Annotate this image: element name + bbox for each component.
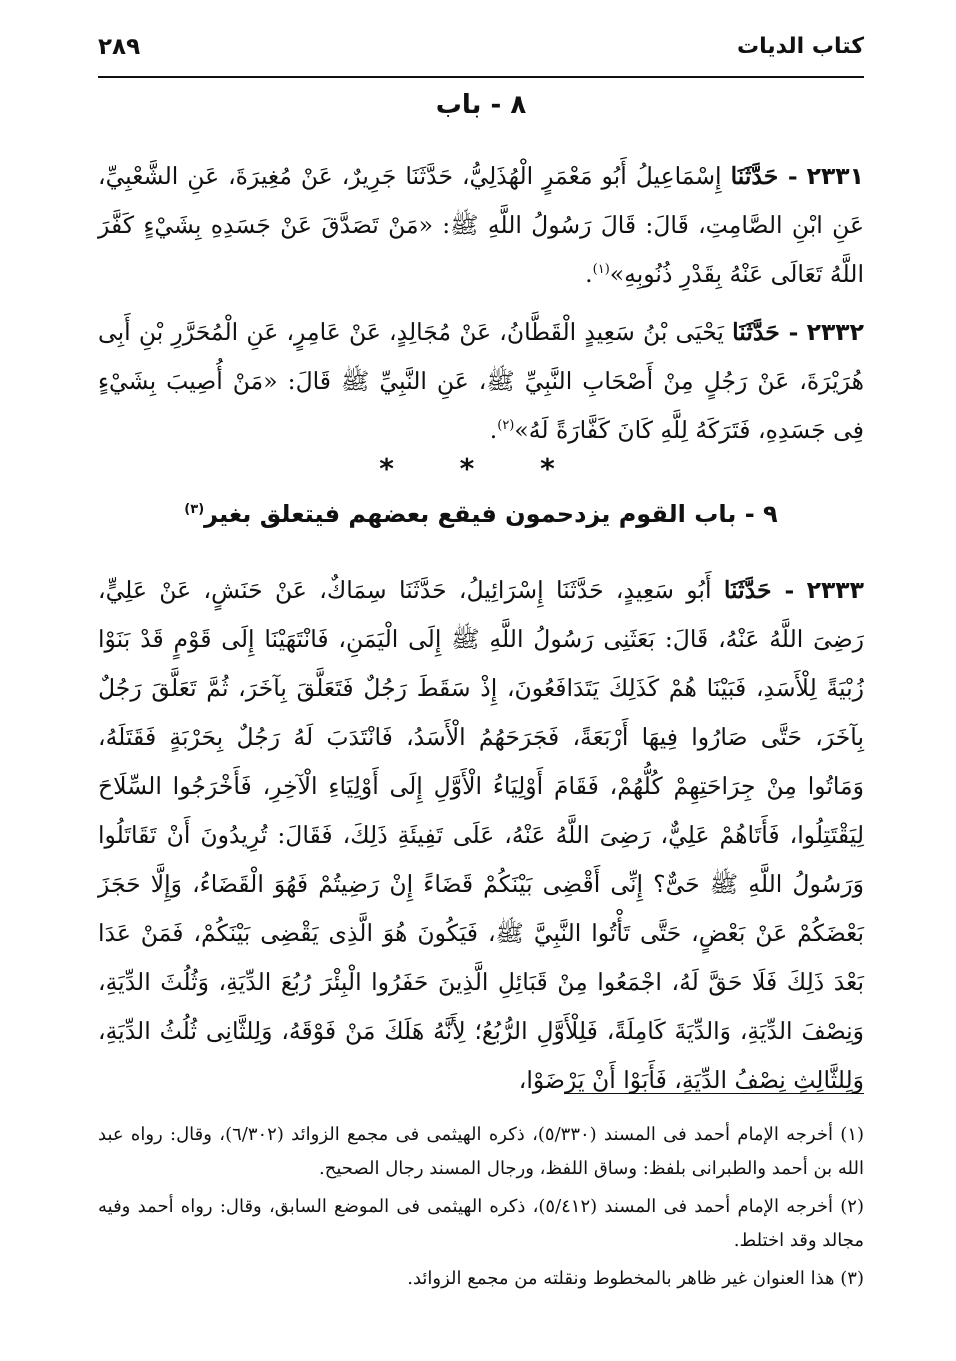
footnote-rule — [564, 1093, 864, 1094]
hadith-text: إِسْمَاعِيلُ أَبُو مَعْمَرٍ الْهُذَلِيُّ، حَدَّثَنَا جَرِيرٌ، عَنْ مُغِيرَةَ، عَنِ الشَّعْبِيِّ، عَنِ ابْنِ الصَّامِتِ، قَالَ: قَالَ رَسُولُ اللَّهِ ﷺ: «مَنْ تَصَدَّقَ عَنْ جَسَدِهِ بِشَيْءٍ كَفَّرَ اللَّهُ تَعَالَى عَنْهُ بِقَدْرِ ذُنُوبِهِ» — [98, 162, 864, 288]
footnotes — [98, 1118, 864, 1300]
running-title: كتاب الديات — [737, 34, 864, 59]
chapter-heading-8: ٨ - باب — [435, 90, 527, 120]
hadith-number: ٢٣٣٢ — [806, 318, 864, 346]
hadith-2333: ٢٣٣٣ - حَدَّثَنَا أَبُو سَعِيدٍ، حَدَّثَنَا إِسْرَائِيلُ، حَدَّثَنَا سِمَاكٌ، عَنْ حَنَشٍ، عَنْ عَلِيٍّ، رَضِىَ اللَّهُ عَنْهُ، قَالَ: بَعَثَنِى رَسُولُ اللَّهِ ﷺ إِلَى الْيَمَنِ، فَانْتَهَيْنَا إِلَى قَوْمٍ قَدْ بَنَوْا زُبْيَةً لِلْأَسَدِ، فَبَيْنَا هُمْ كَذَلِكَ يَتَدَافَعُونَ، إِذْ سَقَطَ رَجُلٌ فَتَعَلَّقَ بِآخَرَ، ثُمَّ تَعَلَّقَ رَجُلٌ بِآخَرَ، حَتَّى صَارُوا فِيهَا أَرْبَعَةً، فَجَرَحَهُمُ الْأَسَدُ، فَانْتَدَبَ لَهُ رَجُلٌ بِحَرْبَةٍ فَقَتَلَهُ، وَمَاتُوا مِنْ جِرَاحَتِهِمْ كُلُّهُمْ، فَقَامَ أَوْلِيَاءُ الْأَوَّلِ إِلَى أَوْلِيَاءِ الْآخِرِ، فَأَخْرَجُوا السِّلَاحَ لِيَقْتَتِلُوا، فَأَتَاهُمْ عَلِيٌّ، رَضِىَ اللَّهُ عَنْهُ، عَلَى تَفِيئَةِ ذَلِكَ، فَقَالَ: تُرِيدُونَ أَنْ تَقَاتَلُوا وَرَسُولُ اللَّهِ ﷺ حَىٌّ؟ إِنِّى أَقْضِى بَيْنَكُمْ قَضَاءً إِنْ رَضِيتُمْ فَهُوَ الْقَضَاءُ، وَإِلَّا حَجَزَ بَعْضَكُمْ عَنْ بَعْضٍ، حَتَّى تَأْتُوا النَّبِيَّ ﷺ، فَيَكُونَ هُوَ الَّذِى يَقْضِى بَيْنَكُمْ، فَمَنْ عَدَا بَعْدَ ذَلِكَ فَلَا حَقَّ لَهُ، اجْمَعُوا مِنْ قَبَائِلِ الَّذِينَ حَفَرُوا الْبِئْرَ رُبُعَ الدِّيَةِ، وَثُلُثَ الدِّيَةِ، وَنِصْفَ الدِّيَةِ، وَالدِّيَةَ كَامِلَةً، فَلِلْأَوَّلِ الرُّبُعُ؛ لِأَنَّهُ هَلَكَ مَنْ فَوْقَهُ، وَلِلثَّانِى ثُلُثُ الدِّيَةِ، وَلِلثَّالِثِ نِصْفُ الدِّيَةِ، فَأَبَوْا أَنْ يَرْضَوْا، — [98, 576, 864, 1094]
footnote-ref: (٣) — [184, 502, 205, 517]
sentence-end: . — [585, 260, 593, 288]
section-separator: * * * — [379, 452, 583, 485]
footnote-3: (٣) هذا العنوان غير ظاهر بالمخطوط ونقلته من مجمع الزوائد. — [407, 1268, 864, 1289]
hadith-text: يَحْيَى بْنُ سَعِيدٍ الْقَطَّانُ، عَنْ مُجَالِدٍ، عَنْ عَامِرٍ، عَنِ الْمُحَرَّرِ بْنِ أَبِى هُرَيْرَةَ، عَنْ رَجُلٍ مِنْ أَصْحَابِ النَّبِيِّ ﷺ، عَنِ النَّبِيِّ ﷺ قَالَ: «مَنْ أُصِيبَ بِشَيْءٍ فِى جَسَدِهِ، فَتَرَكَهُ لِلَّهِ كَانَ كَفَّارَةً لَهُ» — [98, 318, 864, 444]
footnote-1: (١) أخرجه الإمام أحمد فى المسند (٥/٣٣٠)، ذكره الهيثمى فى مجمع الزوائد (٦/٣٠٢)، وقال: رواه عبد الله بن أحمد والطبرانى بلفظ: وساق اللفظ، ورجال المسند رجال الصحيح. — [98, 1124, 865, 1179]
hadith-number: ٢٣٣٣ — [806, 576, 864, 604]
page-header — [98, 34, 864, 74]
sentence-end: . — [489, 416, 498, 444]
hadith-text: أَبُو سَعِيدٍ، حَدَّثَنَا إِسْرَائِيلُ، حَدَّثَنَا سِمَاكٌ، عَنْ حَنَشٍ، عَنْ عَلِيٍّ، رَضِىَ اللَّهُ عَنْهُ، قَالَ: بَعَثَنِى رَسُولُ اللَّهِ ﷺ إِلَى الْيَمَنِ، فَانْتَهَيْنَا إِلَى قَوْمٍ قَدْ بَنَوْا زُبْيَةً لِلْأَسَدِ، فَبَيْنَا هُمْ كَذَلِكَ يَتَدَافَعُونَ، إِذْ سَقَطَ رَجُلٌ فَتَعَلَّقَ بِآخَرَ، ثُمَّ تَعَلَّقَ رَجُلٌ بِآخَرَ، حَتَّى صَارُوا فِيهَا أَرْبَعَةً، فَجَرَحَهُمُ الْأَسَدُ، فَانْتَدَبَ لَهُ رَجُلٌ بِحَرْبَةٍ فَقَتَلَهُ، وَمَاتُوا مِنْ جِرَاحَتِهِمْ كُلُّهُمْ، فَقَامَ أَوْلِيَاءُ الْأَوَّلِ إِلَى أَوْلِيَاءِ الْآخِرِ، فَأَخْرَجُوا السِّلَاحَ لِيَقْتَتِلُوا، فَأَتَاهُمْ عَلِيٌّ، رَضِىَ اللَّهُ عَنْهُ، عَلَى تَفِيئَةِ ذَلِكَ، فَقَالَ: تُرِيدُونَ أَنْ تَقَاتَلُوا وَرَسُولُ اللَّهِ ﷺ حَىٌّ؟ إِنِّى أَقْضِى بَيْنَكُمْ قَضَاءً إِنْ رَضِيتُمْ فَهُوَ الْقَضَاءُ، وَإِلَّا حَجَزَ بَعْضَكُمْ عَنْ بَعْضٍ، حَتَّى تَأْتُوا النَّبِيَّ ﷺ، فَيَكُونَ هُوَ الَّذِى يَقْضِى بَيْنَكُمْ، فَمَنْ عَدَا بَعْدَ ذَلِكَ فَلَا حَقَّ لَهُ، اجْمَعُوا مِنْ قَبَائِلِ الَّذِينَ حَفَرُوا الْبِئْرَ رُبُعَ الدِّيَةِ، وَثُلُثَ الدِّيَةِ، وَنِصْفَ الدِّيَةِ، وَالدِّيَةَ كَامِلَةً، فَلِلْأَوَّلِ الرُّبُعُ؛ لِأَنَّهُ هَلَكَ مَنْ فَوْقَهُ، وَلِلثَّانِى ثُلُثُ الدِّيَةِ، وَلِلثَّالِثِ نِصْفُ الدِّيَةِ، فَأَبَوْا أَنْ يَرْضَوْا، — [98, 576, 864, 1094]
hadith-2331: ٢٣٣١ - حَدَّثَنَا إِسْمَاعِيلُ أَبُو مَعْمَرٍ الْهُذَلِيُّ، حَدَّثَنَا جَرِيرٌ، عَنْ مُغِيرَةَ، عَنِ الشَّعْبِيِّ، عَنِ ابْنِ الصَّامِتِ، قَالَ: قَالَ رَسُولُ اللَّهِ ﷺ: «مَنْ تَصَدَّقَ عَنْ جَسَدِهِ بِشَيْءٍ كَفَّرَ اللَّهُ تَعَالَى عَنْهُ بِقَدْرِ ذُنُوبِهِ»$^{(١)}$. — [98, 162, 864, 288]
hadith-opening: حَدَّثَنَا — [730, 162, 779, 190]
chapter-heading-text: ٩ - باب القوم يزدحمون فيقع بعضهم فيتعلق بغير — [204, 500, 778, 528]
footnote-ref: (١) — [592, 262, 610, 278]
hadith-2332: ٢٣٣٢ - حَدَّثَنَا يَحْيَى بْنُ سَعِيدٍ الْقَطَّانُ، عَنْ مُجَالِدٍ، عَنْ عَامِرٍ، عَنِ الْمُحَرَّرِ بْنِ أَبِى هُرَيْرَةَ، عَنْ رَجُلٍ مِنْ أَصْحَابِ النَّبِيِّ ﷺ، عَنِ النَّبِيِّ ﷺ قَالَ: «مَنْ أُصِيبَ بِشَيْءٍ فِى جَسَدِهِ، فَتَرَكَهُ لِلَّهِ كَانَ كَفَّارَةً لَهُ»$^{(٢)}$. — [98, 318, 864, 444]
chapter-heading-9 — [98, 500, 864, 528]
footnote-ref: (٢) — [497, 418, 515, 434]
hadith-opening: حَدَّثَنَا — [723, 576, 772, 604]
hadith-number: ٢٣٣١ — [806, 162, 864, 190]
header-rule — [98, 76, 864, 78]
footnote-2: (٢) أخرجه الإمام أحمد فى المسند (٥/٤١٢)، ذكره الهيثمى فى الموضع السابق، وقال: رواه أحمد وفيه مجالد وقد اختلط. — [98, 1196, 864, 1251]
page-number: ٢٨٩ — [98, 34, 141, 60]
hadith-opening: حَدَّثَنَا — [732, 318, 780, 346]
